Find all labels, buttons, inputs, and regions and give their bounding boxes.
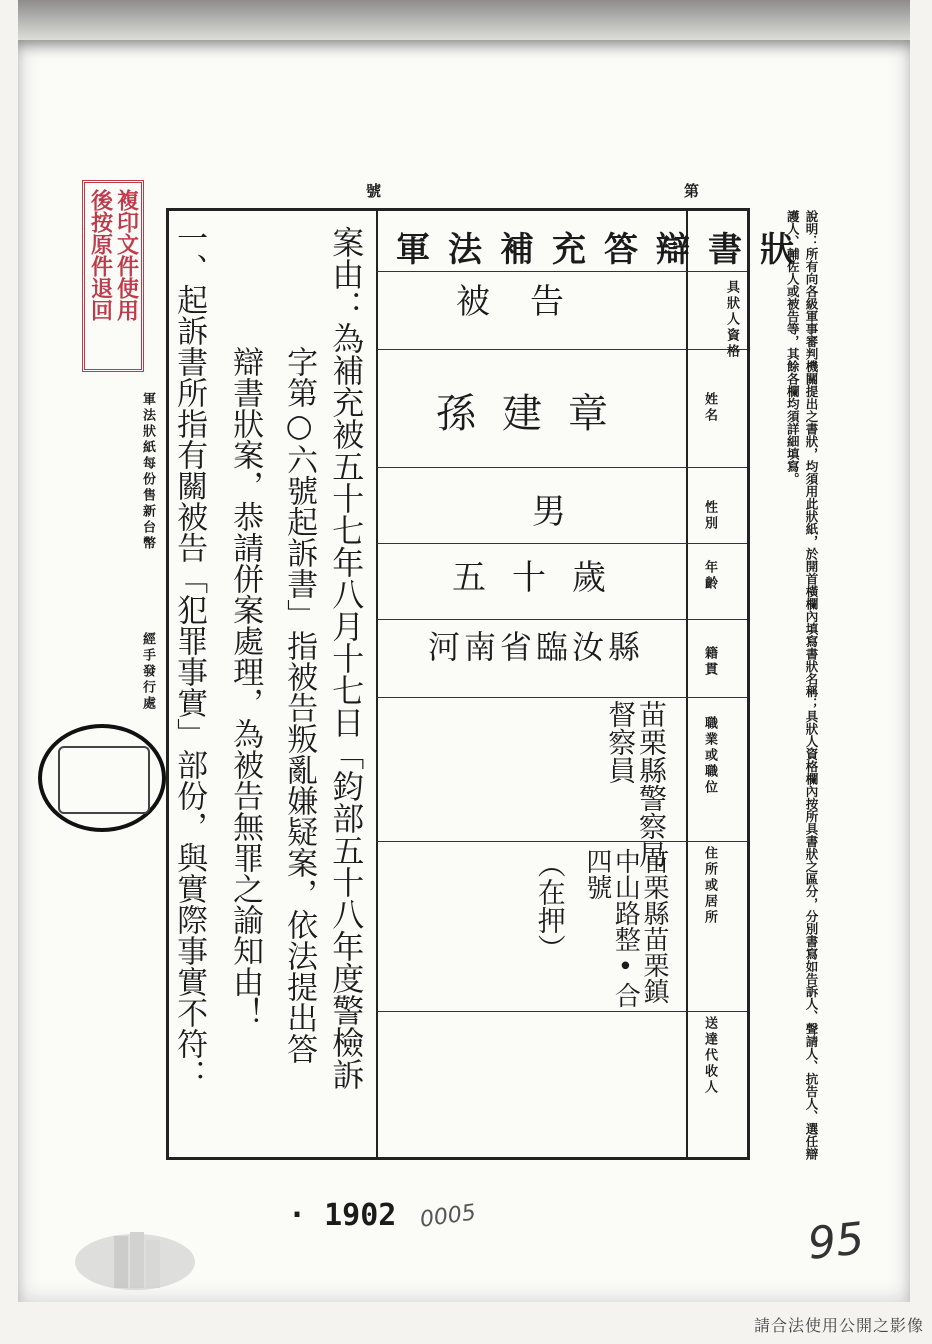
divider-table-labels — [686, 211, 688, 1157]
price-note: 軍法狀紙每份售新台幣 — [140, 392, 155, 552]
header-number-label: 第 — [684, 182, 700, 200]
row-line-7 — [376, 1011, 747, 1012]
label-gender: 性別 — [702, 500, 717, 532]
label-role: 具狀人資格 — [724, 280, 739, 360]
seal-inner-frame — [58, 746, 150, 814]
form-title: 軍法補充答辯書狀 — [396, 230, 812, 270]
row-line-4 — [376, 619, 747, 620]
label-agent: 送達代收人 — [702, 1016, 717, 1096]
title-row-line — [376, 271, 747, 272]
label-residence: 住所或居所 — [702, 846, 717, 926]
value-role: 被告 — [456, 282, 604, 322]
body-column-4: 一、起訴書所指有關被告「犯罪事實」部份，與實際事實不符： — [171, 222, 208, 1090]
value-age: 五十歲 — [452, 558, 632, 598]
copy-stamp-line-2: 後按原件退回 — [87, 189, 114, 321]
body-column-1: 案由：為補充被五十七年八月十七日「鈞部五十八年度警檢訴 — [327, 226, 366, 1090]
row-line-5 — [376, 697, 747, 698]
handwritten-corner-number: 95 — [805, 1213, 867, 1270]
copy-use-stamp — [82, 180, 144, 372]
row-line-2 — [376, 467, 747, 468]
label-occupation: 職業或職位 — [702, 716, 717, 796]
value-residence-note: （在押） — [533, 850, 567, 962]
value-occupation: 苗栗縣警察局督察員 — [604, 700, 668, 868]
label-age: 年齡 — [702, 560, 717, 592]
stamped-page-number: · 1902 — [288, 1198, 397, 1233]
row-line-6 — [376, 841, 747, 842]
value-name: 孫建章 — [436, 391, 634, 437]
label-name: 姓名 — [702, 392, 717, 424]
value-gender: 男 — [532, 492, 566, 532]
pencil-page-number: 0005 — [418, 1200, 478, 1233]
usage-notice: 請合法使用公開之影像 — [753, 1316, 924, 1335]
scan-shadow — [18, 0, 910, 44]
official-seal-stamp — [38, 724, 166, 832]
row-line-1 — [376, 349, 747, 350]
label-origin: 籍貫 — [702, 646, 717, 678]
value-residence: 苗栗縣苗栗鎮中山路整•合四號 — [581, 848, 669, 1008]
value-origin: 河南省臨汝縣 — [428, 628, 645, 666]
copy-stamp-line-1: 複印文件使用 — [113, 189, 140, 321]
row-line-3 — [376, 543, 747, 544]
issuer-note: 經手發行處 — [140, 632, 155, 712]
header-number-suffix: 號 — [366, 182, 382, 200]
body-column-2: 字第○六號起訴書」指被告叛亂嫌疑案，依法提出答 — [281, 346, 318, 1064]
archive-watermark-logo — [70, 1222, 200, 1294]
form-instructions: 說明：所有向各級軍事審判機關提出之書狀，均須用此狀紙，於開首橫欄內填寫書狀名稱；具狀人資格欄內按所具書狀之區分，分別書寫如告訴人、聲請人、抗告人、選任辯護人、輔佐人或被告等，其餘各欄均須詳細填寫。 — [785, 210, 819, 1160]
divider-body-table — [376, 211, 378, 1157]
body-column-3: 辯書狀案，恭請併案處理，為被告無罪之諭知由！ — [227, 346, 264, 1028]
